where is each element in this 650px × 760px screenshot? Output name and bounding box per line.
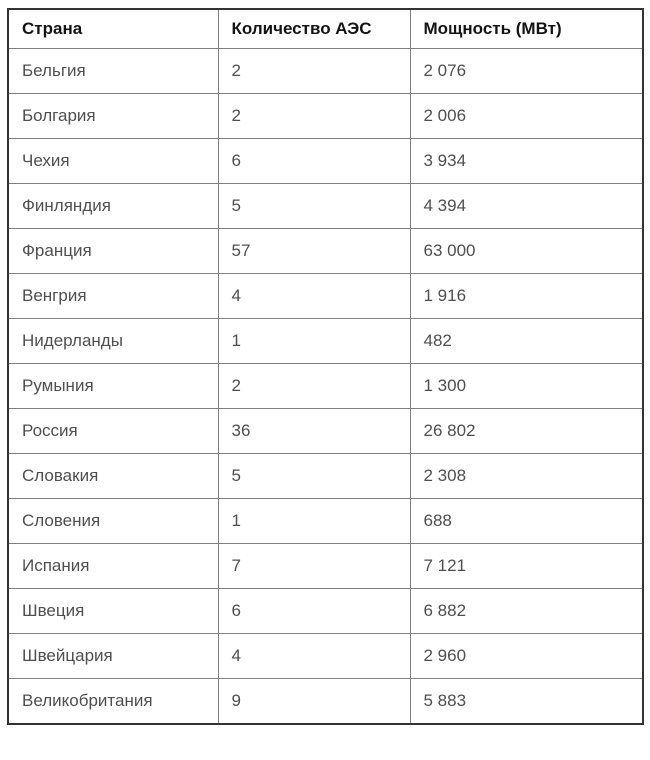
cell-capacity: 3 934 [410,139,643,184]
cell-count: 5 [218,454,410,499]
cell-country: Словения [8,499,218,544]
cell-count: 6 [218,589,410,634]
cell-capacity: 26 802 [410,409,643,454]
table-row [8,319,643,364]
cell-country: Болгария [8,94,218,139]
column-header-capacity: Мощность (МВт) [410,9,643,49]
cell-country: Франция [8,229,218,274]
cell-count: 7 [218,544,410,589]
cell-count: 36 [218,409,410,454]
cell-capacity: 2 308 [410,454,643,499]
cell-count: 2 [218,49,410,94]
table-row [8,94,643,139]
column-header-country: Страна [8,9,218,49]
cell-country: Словакия [8,454,218,499]
table-row [8,184,643,229]
cell-capacity: 2 960 [410,634,643,679]
cell-country: Великобритания [8,679,218,725]
table-body [8,49,643,725]
table-row [8,49,643,94]
cell-country: Чехия [8,139,218,184]
cell-country: Финляндия [8,184,218,229]
cell-country: Россия [8,409,218,454]
column-header-count: Количество АЭС [218,9,410,49]
table-row [8,634,643,679]
cell-count: 9 [218,679,410,725]
cell-count: 4 [218,634,410,679]
cell-capacity: 1 916 [410,274,643,319]
table-row [8,274,643,319]
table-row [8,544,643,589]
cell-country: Швейцария [8,634,218,679]
cell-country: Нидерланды [8,319,218,364]
cell-count: 4 [218,274,410,319]
cell-capacity: 2 076 [410,49,643,94]
cell-capacity: 2 006 [410,94,643,139]
table-row [8,229,643,274]
table-row [8,409,643,454]
cell-capacity: 5 883 [410,679,643,725]
cell-count: 5 [218,184,410,229]
cell-count: 2 [218,364,410,409]
npp-table [7,8,644,725]
table-header-row [8,9,643,49]
cell-capacity: 6 882 [410,589,643,634]
table-row [8,364,643,409]
table-row [8,589,643,634]
table-row [8,679,643,725]
cell-country: Венгрия [8,274,218,319]
cell-country: Швеция [8,589,218,634]
cell-count: 6 [218,139,410,184]
table-row [8,454,643,499]
cell-count: 57 [218,229,410,274]
cell-count: 1 [218,319,410,364]
cell-country: Румыния [8,364,218,409]
cell-count: 1 [218,499,410,544]
cell-country: Испания [8,544,218,589]
table-row [8,499,643,544]
cell-capacity: 1 300 [410,364,643,409]
cell-country: Бельгия [8,49,218,94]
table-row [8,139,643,184]
cell-count: 2 [218,94,410,139]
cell-capacity: 63 000 [410,229,643,274]
cell-capacity: 4 394 [410,184,643,229]
cell-capacity: 688 [410,499,643,544]
cell-capacity: 7 121 [410,544,643,589]
cell-capacity: 482 [410,319,643,364]
